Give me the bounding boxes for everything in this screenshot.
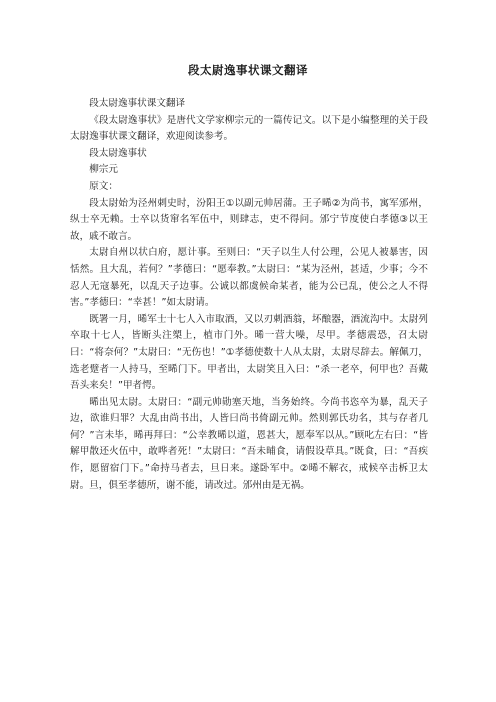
paragraph-heading: 段太尉逸事状课文翻译 — [89, 98, 186, 109]
paragraph-body-3: 既署一月，晞军士十七人入市取酒，又以刃刺酒翁，坏酿器，酒流沟中。太尉列卒取十七人，皆断头注槊上，植市门外。晞一营大噪，尽甲。孝德震恐，召太尉曰：“将奈何？”太尉曰：“无伤也！”①孝德使数十人从太尉，太尉尽辞去。解佩刀，选老躄者一人持马，至晞门下。甲者出，太尉笑且入曰：“杀一老卒，何甲也？吾戴吾头来矣！”甲者愕。 — [70, 313, 428, 392]
paragraph-intro: 《段太尉逸事状》是唐代文学家柳宗元的一篇传记文。以下是小编整理的关于段太尉逸事状课文翻译，欢迎阅读参考。 — [70, 114, 428, 143]
paragraph-body-2: 太尉自州以状白府，愿计事。至则曰：“天子以生人付公理，公见人被暴害，因恬然。且大乱，若何？”孝德曰：“愿奉教。”太尉曰：“某为泾州，甚适，少事；今不忍人无寇暴死，以乱天子边事。公诚以都虞候命某者，能为公已乱，使公之人不得害。”孝德曰：“幸甚！”如太尉请。 — [70, 247, 428, 309]
document-body — [70, 96, 428, 494]
paragraph-work-title: 段太尉逸事状 — [89, 147, 147, 159]
paragraph-body-4: 晞出见太尉。太尉曰：“副元帅勋塞天地，当务始终。今尚书恣卒为暴，乱天子边，欲谁归罪？大乱由尚书出，人皆曰尚书倚副元帅。然则郭氏功名，其与存者几何？”言未毕，晞再拜曰：“公幸教晞以道，恩甚大，愿奉军以从。”顾叱左右曰：“皆解甲散还火伍中，敢哗者死！”太尉曰：“吾未晡食，请假设草具。”既食，曰：“吾疾作，愿留宿门下。”命持马者去，旦日来。遂卧军中。②晞不解衣，戒候卒击柝卫太尉。旦，俱至孝德所，谢不能，请改过。邠州由是无祸。 — [70, 396, 428, 491]
paragraph-author: 柳宗元 — [89, 164, 118, 176]
paragraph-body-1: 段太尉始为泾州刺史时，汾阳王①以副元帅居蒲。王子晞②为尚书，寓军邠州，纵士卒无赖。士卒以货窜名军伍中，则肆志，吏不得问。邠宁节度使白孝德③以王故，戚不敢言。 — [70, 197, 428, 242]
paragraph-original-label: 原文： — [89, 180, 118, 192]
document-title: 段太尉逸事状课文翻译 — [188, 63, 308, 77]
